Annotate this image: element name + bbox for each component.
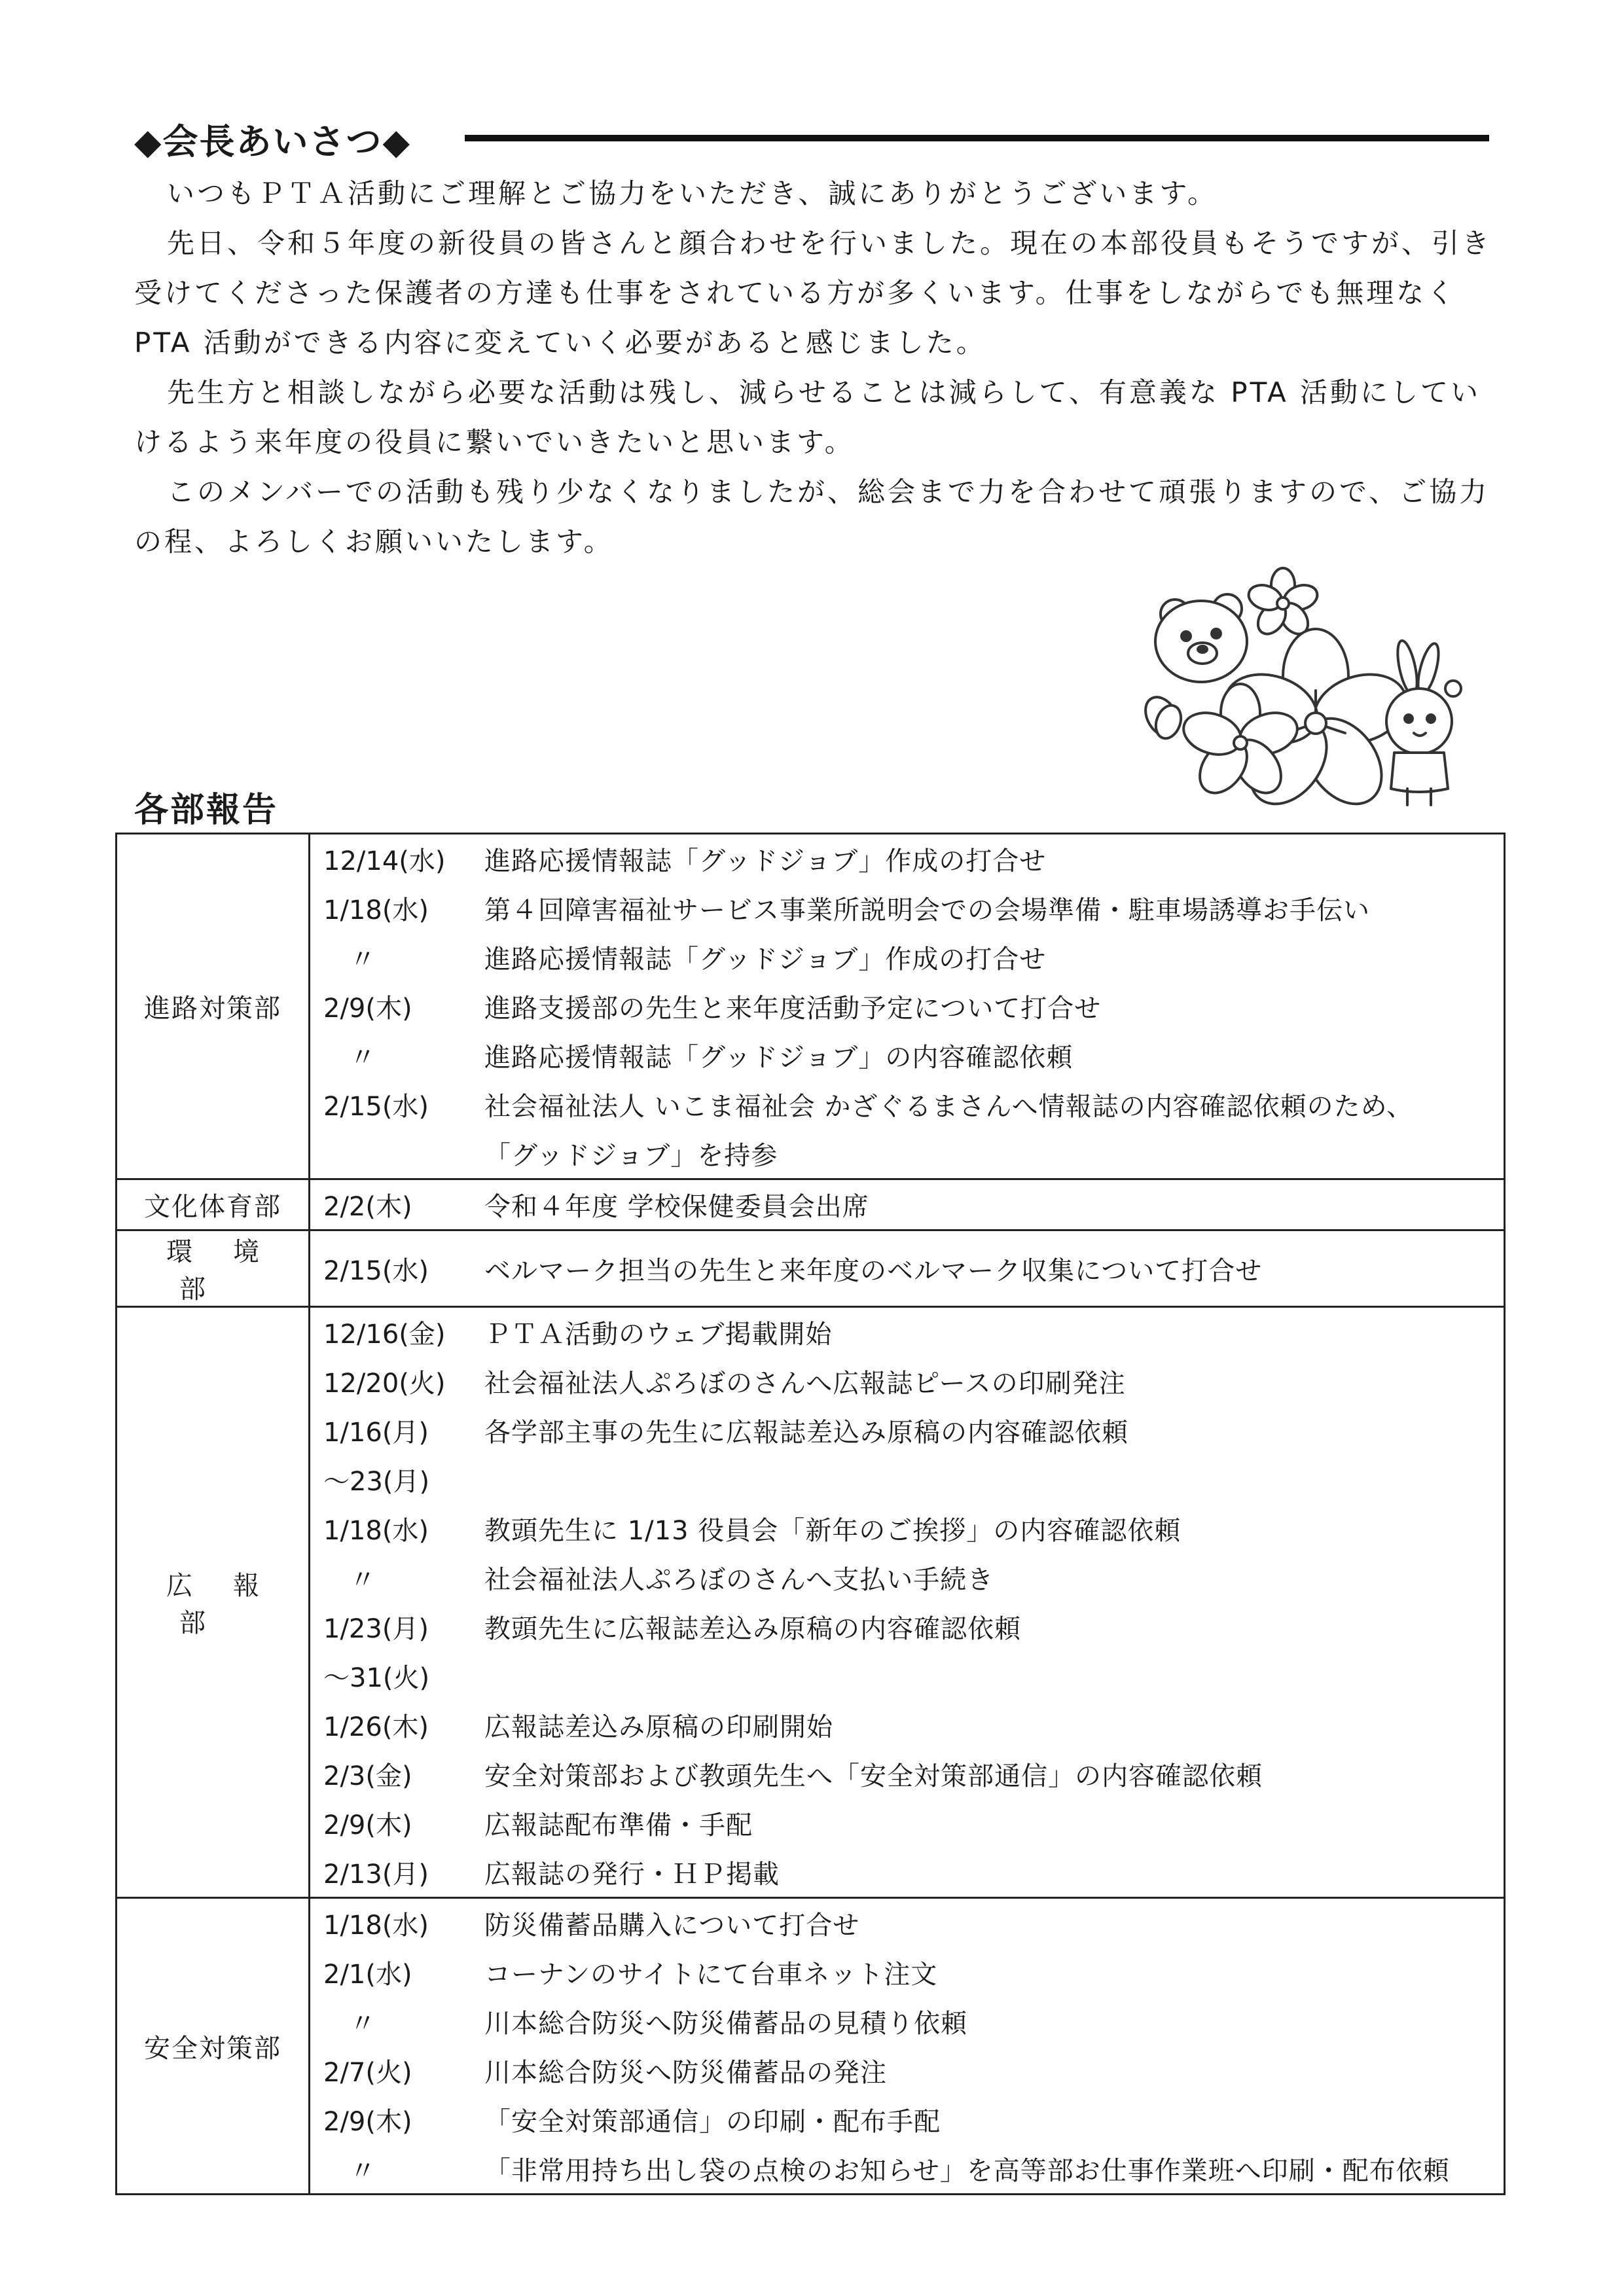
entry-date: 1/16(月) [323, 1418, 429, 1448]
greeting-paragraph-3: 先生方と相談しながら必要な活動は残し、減らせることは減らして、有意義な PTA 活動にしていけるよう来年度の役員に繋いでいきたいと思います。 [134, 376, 1481, 458]
report-entry [310, 1602, 1504, 1651]
entry-description: 社会福祉法人 いこま福祉会 かざぐるまさんへ情報誌の内容確認依頼のため、 [484, 1092, 1414, 1122]
report-entry [310, 1080, 1504, 1129]
report-entry [310, 2144, 1504, 2193]
bear-rabbit-cherry-blossom-illustration [1126, 563, 1473, 812]
entry-date: 2/3(金) [323, 1761, 412, 1791]
greeting-paragraph-2: 先日、令和５年度の新役員の皆さんと顔合わせを行いました。現在の本部役員もそうですが、引き受けてくださった保護者の方達も仕事をされている方が多くいます。仕事をしながらでも無理なくPTA 活動ができる内容に変えていく必要があると感じました。 [134, 227, 1492, 359]
entry-description: 第４回障害福祉サービス事業所説明会での会場準備・駐車場誘導お手伝い [484, 895, 1370, 925]
greeting-paragraph-4: このメンバーでの活動も残り少なくなりましたが、総会まで力を合わせて頑張りますので、ご協力の程、よろしくお願いいたします。 [134, 476, 1490, 558]
entry-description: 教頭先生に広報誌差込み原稿の内容確認依頼 [484, 1614, 1021, 1644]
entry-description: 安全対策部および教頭先生へ「安全対策部通信」の内容確認依頼 [484, 1761, 1263, 1791]
department-entries [310, 1179, 1505, 1230]
department-name: 広報部 [117, 1307, 310, 1898]
entry-description: 教頭先生に 1/13 役員会「新年のご挨拶」の内容確認依頼 [484, 1516, 1182, 1546]
report-entry [310, 1357, 1504, 1406]
report-entry [310, 1406, 1504, 1455]
entry-description: 広報誌配布準備・手配 [484, 1810, 753, 1840]
department-row [117, 834, 1505, 1179]
entry-date: 2/13(月) [323, 1859, 429, 1890]
entry-description: 「非常用持ち出し袋の点検のお知らせ」を高等部お仕事作業班へ印刷・配布依頼 [484, 2156, 1450, 2186]
report-entry [310, 1031, 1504, 1080]
entry-description: 令和４年度 学校保健委員会出席 [484, 1192, 869, 1222]
entry-date: 12/14(水) [323, 846, 446, 876]
entry-date: 2/15(水) [323, 1255, 429, 1286]
entry-date: 1/18(水) [323, 895, 429, 925]
report-entry [310, 1308, 1504, 1357]
entry-description: 進路支援部の先生と来年度活動予定について打合せ [484, 994, 1102, 1024]
entry-description: 広報誌差込み原稿の印刷開始 [484, 1712, 833, 1742]
department-entries [310, 1898, 1505, 2195]
entry-date: ～31(火) [323, 1663, 430, 1693]
greeting-title: ◆会長あいさつ◆ [134, 121, 412, 162]
entry-description: 社会福祉法人ぷろぼのさんへ支払い手続き [484, 1565, 994, 1595]
entry-description: 進路応援情報誌「グッドジョブ」の内容確認依頼 [484, 1043, 1074, 1073]
entry-date: 〃 [323, 1043, 376, 1073]
entry-description: 各学部主事の先生に広報誌差込み原稿の内容確認依頼 [484, 1418, 1128, 1448]
report-entry [310, 1948, 1504, 1997]
report-entry [310, 1651, 1504, 1700]
report-entry [310, 1899, 1504, 1948]
reports-title: 各部報告 [134, 791, 279, 830]
department-row [117, 1179, 1505, 1230]
entry-description: ベルマーク担当の先生と来年度のベルマーク収集について打合せ [484, 1255, 1263, 1286]
title-rule-divider [465, 135, 1489, 141]
department-row [117, 1898, 1505, 2195]
entry-date: 1/26(木) [323, 1712, 429, 1742]
entry-description: コーナンのサイトにて台車ネット注文 [484, 1960, 938, 1990]
report-entry [310, 1504, 1504, 1553]
entry-date: 12/20(火) [323, 1369, 446, 1399]
entry-date: 2/9(木) [323, 1810, 412, 1840]
report-entry [310, 834, 1504, 884]
entry-description: 「安全対策部通信」の印刷・配布手配 [484, 2107, 941, 2137]
entry-date: 1/18(水) [323, 1516, 429, 1546]
department-row [117, 1307, 1505, 1898]
department-reports-table [115, 833, 1506, 2195]
department-name: 文化体育部 [117, 1179, 310, 1230]
report-entry [310, 1455, 1504, 1504]
entry-date: 12/16(金) [323, 1319, 446, 1350]
entry-date: 2/2(木) [323, 1192, 412, 1222]
rabbit-icon [1386, 639, 1461, 805]
entry-description: 進路応援情報誌「グッドジョブ」作成の打合せ [484, 944, 1047, 975]
entry-description: ＰＴＡ活動のウェブ掲載開始 [484, 1319, 833, 1350]
entry-description: 「グッドジョブ」を持参 [484, 1141, 778, 1171]
entry-description: 防災備蓄品購入について打合せ [484, 1910, 860, 1941]
entry-date: 2/7(火) [323, 2058, 412, 2088]
report-entry [310, 1129, 1504, 1178]
entry-date: ～23(月) [323, 1467, 430, 1497]
department-name: 環境部 [117, 1230, 310, 1307]
report-entry [310, 1553, 1504, 1602]
department-entries [310, 1307, 1505, 1898]
entry-date: 〃 [323, 2009, 376, 2039]
entry-description: 社会福祉法人ぷろぼのさんへ広報誌ピースの印刷発注 [484, 1369, 1126, 1399]
entry-description: 川本総合防災へ防災備蓄品の見積り依頼 [484, 2009, 967, 2039]
report-entry [310, 1244, 1504, 1293]
greeting-header [134, 111, 1489, 164]
entry-description: 進路応援情報誌「グッドジョブ」作成の打合せ [484, 846, 1047, 876]
report-entry [310, 1799, 1504, 1848]
entry-description: 広報誌の発行・ＨＰ掲載 [484, 1859, 780, 1890]
entry-date: 2/9(木) [323, 2107, 412, 2137]
report-entry [310, 933, 1504, 982]
department-name: 進路対策部 [117, 834, 310, 1179]
department-name: 安全対策部 [117, 1898, 310, 2195]
report-entry [310, 982, 1504, 1031]
entry-date: 〃 [323, 944, 376, 975]
entry-description: 川本総合防災へ防災備蓄品の発注 [484, 2058, 887, 2088]
report-entry [310, 1848, 1504, 1897]
department-entries [310, 834, 1505, 1179]
report-entry [310, 1180, 1504, 1229]
entry-date: 1/18(水) [323, 1910, 429, 1941]
report-entry [310, 884, 1504, 933]
entry-date: 2/9(木) [323, 994, 412, 1024]
entry-date: 〃 [323, 2156, 376, 2186]
entry-date: 2/15(水) [323, 1092, 429, 1122]
department-entries [310, 1230, 1505, 1307]
department-row [117, 1230, 1505, 1307]
report-entry [310, 1749, 1504, 1799]
report-entry [310, 1997, 1504, 2046]
greeting-paragraph-1: いつもＰＴＡ活動にご理解とご協力をいただき、誠にありがとうございます。 [167, 177, 1218, 209]
report-entry [310, 2046, 1504, 2095]
report-entry [310, 2095, 1504, 2144]
greeting-body [134, 169, 1502, 567]
entry-date: 1/23(月) [323, 1614, 429, 1644]
bear-icon [1155, 594, 1247, 682]
entry-date: 2/1(水) [323, 1960, 412, 1990]
entry-date: 〃 [323, 1565, 376, 1595]
report-entry [310, 1700, 1504, 1749]
bud-icon [1139, 691, 1185, 742]
